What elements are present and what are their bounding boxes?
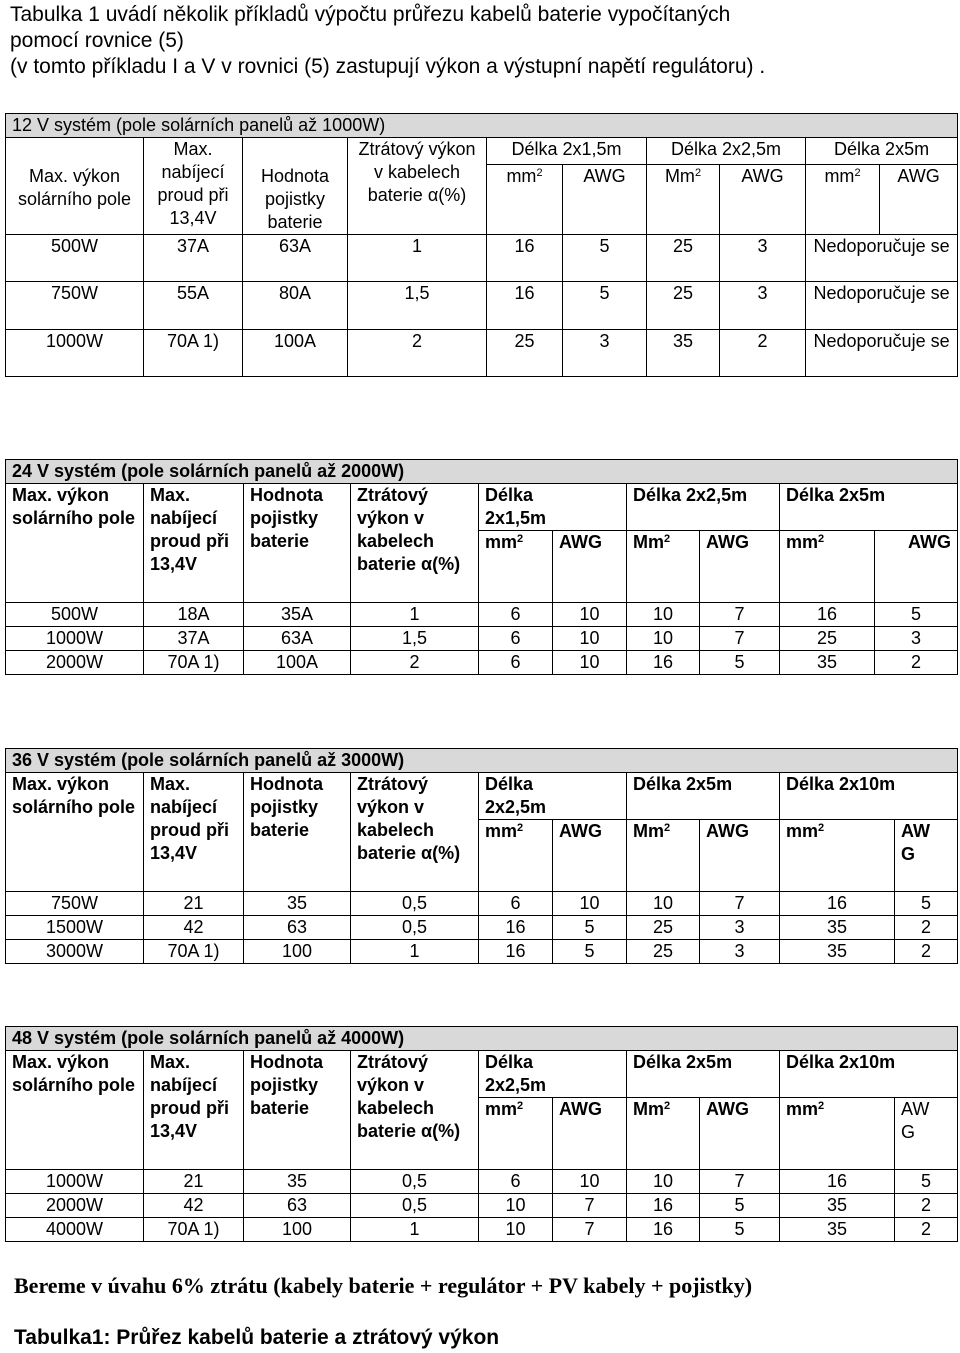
cell: 10 — [627, 892, 700, 916]
cell: 37A — [144, 235, 243, 282]
cell: 7 — [553, 1194, 627, 1218]
cell: 5 — [563, 235, 647, 282]
cell: 2 — [351, 651, 479, 675]
header-charge-current: Max. nabíjecí proud při 13,4V — [144, 1051, 244, 1170]
cell: 5 — [700, 1194, 780, 1218]
cell: 70A 1) — [144, 330, 243, 377]
intro-line-3: (v tomto příkladu I a V v rovnici (5) zastupují výkon a výstupní napětí regulátoru) . — [10, 55, 766, 78]
unit-awg: AW G — [895, 1098, 958, 1170]
table-row — [6, 282, 958, 330]
header-length-1: Délka 2x1,5m — [479, 484, 627, 531]
cell: 2 — [895, 1194, 958, 1218]
cell: 1,5 — [351, 627, 479, 651]
header-charge-current: Max. nabíjecí proud při 13,4V — [144, 484, 244, 603]
cell: 7 — [700, 603, 780, 627]
unit-mm2: $mm^2$ — [479, 531, 553, 603]
table-title: 24 V systém (pole solárních panelů až 2000W) — [6, 460, 958, 484]
cell: 16 — [627, 651, 700, 675]
unit-mm2: Mm$^2$ — [647, 165, 720, 235]
table-row — [6, 330, 958, 377]
table-row — [6, 627, 958, 651]
cell: 35A — [244, 603, 351, 627]
header-charge-current: Max. nabíjecí proud při 13,4V — [144, 773, 244, 892]
cell: 0,5 — [351, 1170, 479, 1194]
cell: 16 — [479, 940, 553, 964]
unit-mm2: $mm^2$ — [479, 820, 553, 892]
cell: 16 — [627, 1194, 700, 1218]
cell: 25 — [627, 916, 700, 940]
header-length-1: Délka 2x1,5m — [487, 138, 647, 165]
cell: 1 — [348, 235, 487, 282]
cell: 5 — [895, 1170, 958, 1194]
cell: 35 — [780, 1194, 895, 1218]
cell: 10 — [553, 1170, 627, 1194]
cell-not-recommended: Nedoporučuje se — [806, 282, 958, 330]
cell: 16 — [627, 1218, 700, 1242]
table-36v — [5, 748, 958, 964]
header-length-2: Délka 2x5m — [627, 1051, 780, 1098]
table-row — [6, 1194, 958, 1218]
header-loss: Ztrátový výkon v kabelech baterie α(%) — [348, 138, 487, 235]
cell: 7 — [700, 1170, 780, 1194]
cell-not-recommended: Nedoporučuje se — [806, 330, 958, 377]
cell: 0,5 — [351, 892, 479, 916]
cell: 2 — [875, 651, 958, 675]
cell: 7 — [700, 627, 780, 651]
header-loss: Ztrátový výkon v kabelech baterie α(%) — [351, 773, 479, 892]
cell: 25 — [647, 235, 720, 282]
cell: 2 — [720, 330, 806, 377]
cell: 1 — [351, 940, 479, 964]
table-row — [6, 651, 958, 675]
unit-mm2: $mm^2$ — [780, 1098, 895, 1170]
cell: 3 — [563, 330, 647, 377]
header-length-1: Délka 2x2,5m — [479, 773, 627, 820]
unit-mm2: Mm$^2$ — [627, 531, 700, 603]
cell: 2 — [895, 916, 958, 940]
table-12v — [5, 113, 958, 377]
unit-awg: AW G — [895, 820, 958, 892]
unit-mm2: $mm^2$ — [479, 1098, 553, 1170]
cell: 16 — [780, 892, 895, 916]
cell: 100A — [244, 651, 351, 675]
cell: 0,5 — [351, 916, 479, 940]
cell: 63A — [243, 235, 348, 282]
cell: 37A — [144, 627, 244, 651]
cell: 16 — [479, 916, 553, 940]
cell: 70A 1) — [144, 651, 244, 675]
cell: 25 — [627, 940, 700, 964]
cell: 3000W — [6, 940, 144, 964]
cell: 3 — [700, 916, 780, 940]
header-length-3: Délka 2x5m — [806, 138, 958, 165]
table-row — [6, 892, 958, 916]
cell: 70A 1) — [144, 940, 244, 964]
cell: 6 — [479, 892, 553, 916]
cell: 2000W — [6, 1194, 144, 1218]
unit-awg: AWG — [553, 531, 627, 603]
cell: 25 — [487, 330, 563, 377]
unit-mm2: Mm$^2$ — [627, 1098, 700, 1170]
header-fuse: Hodnota pojistky baterie — [243, 138, 348, 235]
unit-awg: AWG — [875, 531, 958, 603]
header-length-3: Délka 2x10m — [780, 1051, 958, 1098]
cell: 10 — [553, 651, 627, 675]
unit-awg: AWG — [563, 165, 647, 235]
unit-mm2: $mm^2$ — [780, 820, 895, 892]
cell: 2 — [895, 940, 958, 964]
header-length-2: Délka 2x2,5m — [627, 484, 780, 531]
cell: 25 — [780, 627, 875, 651]
unit-awg: AWG — [553, 1098, 627, 1170]
header-loss: Ztrátový výkon v kabelech baterie α(%) — [351, 1051, 479, 1170]
cell: 7 — [700, 892, 780, 916]
cell: 18A — [144, 603, 244, 627]
cell: 21 — [144, 892, 244, 916]
cell: 63 — [244, 1194, 351, 1218]
cell: 3 — [875, 627, 958, 651]
cell: 1000W — [6, 330, 144, 377]
header-fuse: Hodnota pojistky baterie — [244, 1051, 351, 1170]
cell: 5 — [553, 916, 627, 940]
cell: 5 — [875, 603, 958, 627]
cell: 5 — [700, 651, 780, 675]
unit-awg: AWG — [720, 165, 806, 235]
cell: 70A 1) — [144, 1218, 244, 1242]
table-caption: Tabulka1: Průřez kabelů baterie a ztrátový výkon — [14, 1326, 500, 1349]
cell: 10 — [553, 892, 627, 916]
table-row — [6, 603, 958, 627]
table-title: 12 V systém (pole solárních panelů až 1000W) — [6, 114, 958, 138]
table-24v — [5, 459, 958, 675]
unit-awg: AWG — [553, 820, 627, 892]
cell: 25 — [647, 282, 720, 330]
cell: 1 — [351, 603, 479, 627]
cell: 0,5 — [351, 1194, 479, 1218]
unit-awg: AWG — [700, 1098, 780, 1170]
cell: 7 — [553, 1218, 627, 1242]
cell: 35 — [780, 916, 895, 940]
cell: 2 — [348, 330, 487, 377]
cell: 2000W — [6, 651, 144, 675]
cell: 500W — [6, 235, 144, 282]
intro-text — [10, 2, 950, 80]
cell: 5 — [563, 282, 647, 330]
cell: 100 — [244, 940, 351, 964]
cell: 42 — [144, 1194, 244, 1218]
cell: 42 — [144, 916, 244, 940]
unit-awg: AWG — [700, 820, 780, 892]
cell: 35 — [780, 651, 875, 675]
cell: 10 — [479, 1194, 553, 1218]
header-length-3: Délka 2x10m — [780, 773, 958, 820]
cell: 35 — [647, 330, 720, 377]
cell: 16 — [780, 1170, 895, 1194]
cell: 10 — [627, 603, 700, 627]
cell: 35 — [780, 940, 895, 964]
header-max-power: Max. výkon solárního pole — [6, 1051, 144, 1170]
cell: 63A — [244, 627, 351, 651]
loss-note: Bereme v úvahu 6% ztrátu (kabely baterie + regulátor + PV kabely + pojistky) — [14, 1273, 753, 1298]
intro-line-1: Tabulka 1 uvádí několik příkladů výpočtu průřezu kabelů baterie vypočítaných — [10, 3, 731, 26]
cell: 100 — [244, 1218, 351, 1242]
intro-line-2: pomocí rovnice (5) — [10, 29, 184, 52]
cell: 500W — [6, 603, 144, 627]
table-title: 36 V systém (pole solárních panelů až 3000W) — [6, 749, 958, 773]
cell-not-recommended: Nedoporučuje se — [806, 235, 958, 282]
cell: 16 — [780, 603, 875, 627]
table-row — [6, 235, 958, 282]
unit-mm2: $mm^2$ — [806, 165, 880, 235]
unit-awg: AWG — [880, 165, 958, 235]
cell: 10 — [553, 627, 627, 651]
cell: 10 — [553, 603, 627, 627]
cell: 80A — [243, 282, 348, 330]
cell: 35 — [244, 1170, 351, 1194]
cell: 1500W — [6, 916, 144, 940]
cell: 4000W — [6, 1218, 144, 1242]
header-max-power: Max. výkon solárního pole — [6, 773, 144, 892]
cell: 5 — [895, 892, 958, 916]
cell: 35 — [244, 892, 351, 916]
cell: 35 — [780, 1218, 895, 1242]
cell: 21 — [144, 1170, 244, 1194]
header-fuse: Hodnota pojistky baterie — [244, 484, 351, 603]
cell: 1 — [351, 1218, 479, 1242]
header-length-1: Délka 2x2,5m — [479, 1051, 627, 1098]
table-row — [6, 916, 958, 940]
cell: 750W — [6, 892, 144, 916]
cell: 2 — [895, 1218, 958, 1242]
cell: 3 — [700, 940, 780, 964]
cell: 5 — [700, 1218, 780, 1242]
table-48v — [5, 1026, 958, 1242]
cell: 6 — [479, 651, 553, 675]
cell: 55A — [144, 282, 243, 330]
cell: 1,5 — [348, 282, 487, 330]
cell: 6 — [479, 603, 553, 627]
cell: 3 — [720, 282, 806, 330]
cell: 10 — [627, 627, 700, 651]
header-length-2: Délka 2x2,5m — [647, 138, 806, 165]
table-row — [6, 1170, 958, 1194]
header-max-power: Max. výkon solárního pole — [6, 484, 144, 603]
cell: 100A — [243, 330, 348, 377]
cell: 3 — [720, 235, 806, 282]
header-length-2: Délka 2x5m — [627, 773, 780, 820]
table-row — [6, 1218, 958, 1242]
header-charge-current: Max. nabíjecí proud při 13,4V — [144, 138, 243, 235]
cell: 1000W — [6, 1170, 144, 1194]
cell: 10 — [479, 1218, 553, 1242]
cell: 10 — [627, 1170, 700, 1194]
unit-awg: AWG — [700, 531, 780, 603]
cell: 6 — [479, 627, 553, 651]
header-max-power: Max. výkon solárního pole — [6, 138, 144, 235]
unit-mm2: $mm^2$ — [487, 165, 563, 235]
cell: 6 — [479, 1170, 553, 1194]
cell: 63 — [244, 916, 351, 940]
cell: 16 — [487, 235, 563, 282]
table-title: 48 V systém (pole solárních panelů až 4000W) — [6, 1027, 958, 1051]
header-loss: Ztrátový výkon v kabelech baterie α(%) — [351, 484, 479, 603]
table-row — [6, 940, 958, 964]
cell: 5 — [553, 940, 627, 964]
unit-mm2: $mm^2$ — [780, 531, 875, 603]
cell: 750W — [6, 282, 144, 330]
unit-mm2: Mm$^2$ — [627, 820, 700, 892]
cell: 1000W — [6, 627, 144, 651]
header-length-3: Délka 2x5m — [780, 484, 958, 531]
cell: 16 — [487, 282, 563, 330]
header-fuse: Hodnota pojistky baterie — [244, 773, 351, 892]
